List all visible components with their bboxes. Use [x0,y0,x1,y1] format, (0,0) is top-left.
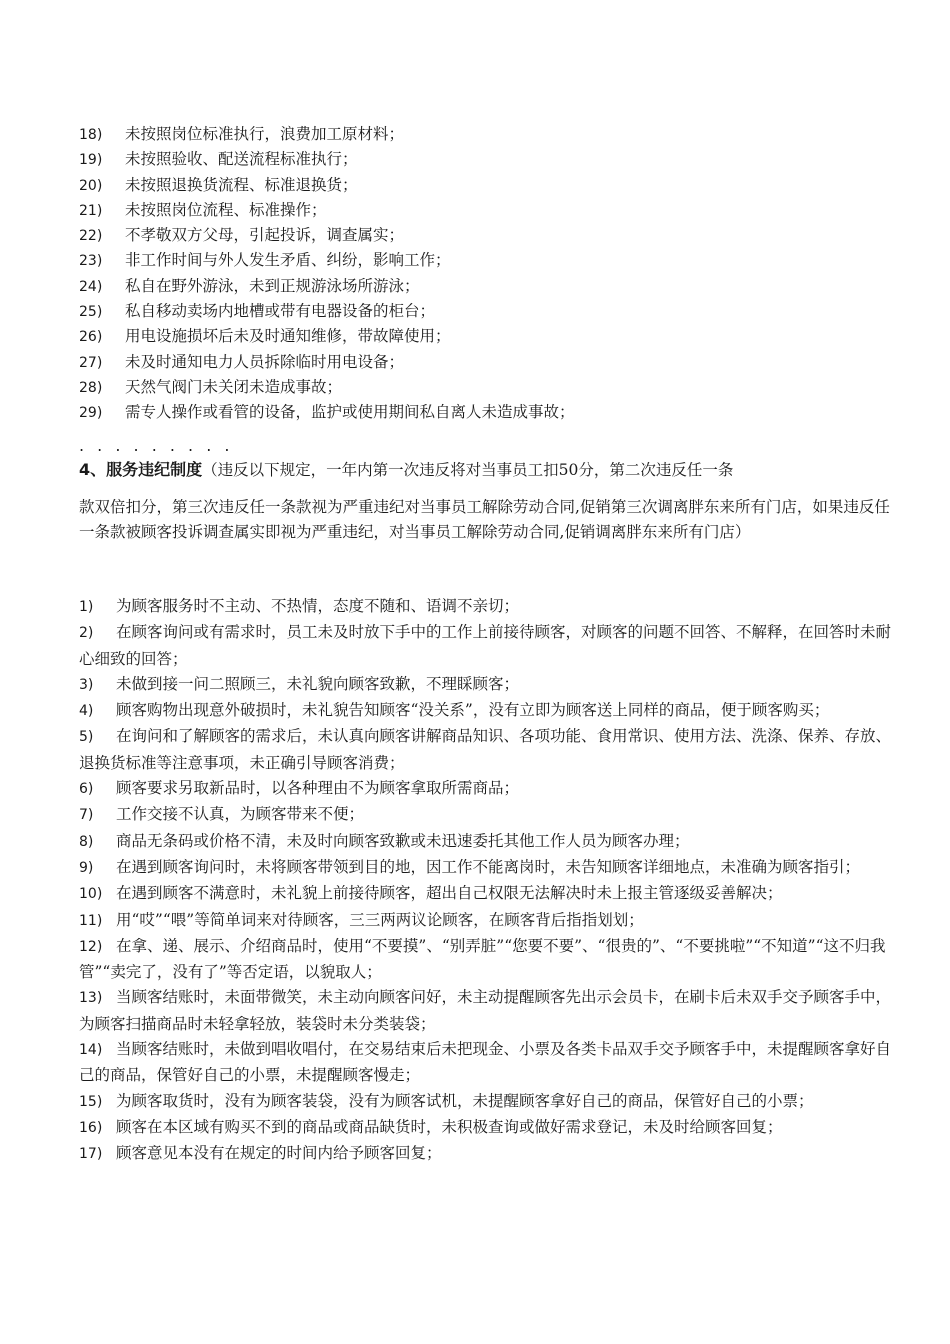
list-item [79,802,899,828]
item-text: 工作交接不认真，为顾客带来不便； [116,805,365,824]
item-number: 8) [79,833,94,850]
item-number: 22) [79,228,103,245]
item-number: 28) [79,379,103,396]
item-number: 26) [79,329,103,346]
item-text: 在顾客询问或有需求时，员工未及时放下手中的工作上前接待顾客，对顾客的问题不回答、不解释，在回答时未耐心细致的回答； [79,623,892,668]
item-text: 为顾客取货时，没有为顾客装袋，没有为顾客试机，未提醒顾客拿好自己的商品，保管好自己的小票； [116,1091,814,1110]
item-text: 未按照岗位流程、标准操作； [125,200,327,219]
item-number: 6) [79,781,94,798]
item-number: 13) [79,990,103,1007]
item-number: 1) [79,599,94,615]
item-number: 5) [79,729,94,746]
item-number: 12) [79,938,103,955]
list-item [79,620,899,672]
item-number: 7) [79,807,94,824]
item-number: 21) [79,202,103,219]
list-item [79,934,899,986]
list-item [79,1141,899,1167]
item-text: 顾客要求另取新品时，以各种理由不为顾客拿取所需商品； [116,779,520,798]
item-text: 在遇到顾客询问时，未将顾客带领到目的地，因工作不能离岗时，未告知顾客详细地点，未准确为顾客指引； [116,857,861,876]
list-item [79,881,899,907]
list-item [79,248,899,273]
item-number: 4) [79,703,94,720]
dot-separator: . . . . . . . . . [79,436,234,455]
item-text: 未及时通知电力人员拆除临时用电设备； [125,352,405,371]
list-item [79,829,899,855]
list-item [79,223,899,248]
item-text: 在拿、递、展示、介绍商品时，使用“不要摸”、“别弄脏”“您要不要”、“很贵的”、“不要挑啦”“不知道”“这不归我管”“卖完了，没有了”等否定语，以貌取人； [79,936,886,982]
list-item [79,1089,899,1115]
item-text: 未做到接一问二照顾三，未礼貌向顾客致歉，不理睬顾客； [116,674,520,693]
list-item [79,724,899,776]
section-description: 款双倍扣分，第三次违反任一条款视为严重违纪对当事员工解除劳动合同,促销第三次调离胖东来所有门店，如果违反任一条款被顾客投诉调查属实即视为严重违纪，对当事员工解除劳动合同,促销调离胖东来所有门店） [79,498,890,541]
item-number: 15) [79,1093,103,1110]
section-service-discipline [79,455,899,545]
item-text: 商品无条码或价格不清，未及时向顾客致歉或未迅速委托其他工作人员为顾客办理； [116,831,690,850]
item-text: 为顾客服务时不主动、不热情，态度不随和、语调不亲切； [116,597,520,615]
list-item [79,324,899,349]
list-item [79,594,899,620]
item-text: 在遇到顾客不满意时，未礼貌上前接待顾客，超出自己权限无法解决时未上报主管逐级妥善解决； [116,884,783,903]
item-text: 在询问和了解顾客的需求后，未认真向顾客讲解商品知识、各项功能、食用常识、使用方法、洗涤、保养、存放、退换货标准等注意事项，未正确引导顾客消费； [79,727,892,772]
list-item [79,698,899,724]
item-text: 非工作时间与外人发生矛盾、纠纷，影响工作； [125,251,451,270]
item-text: 需专人操作或看管的设备，监护或使用期间私自离人未造成事故； [125,403,575,422]
item-number: 2) [79,625,94,642]
section-title: 4、服务违纪制度 [79,460,203,479]
section-intro: （违反以下规定，一年内第一次违反将对当事员工扣50分，第二次违反任一条 [202,461,734,479]
list-item [79,985,899,1037]
item-text: 天然气阀门未关闭未造成事故； [125,377,343,396]
item-text: 私自移动卖场内地槽或带有电器设备的柜台； [125,302,436,321]
item-text: 当顾客结账时，未面带微笑，未主动向顾客问好，未主动提醒顾客先出示会员卡，在刷卡后未双手交予顾客手中，为顾客扫描商品时未轻拿轻放，装袋时未分类装袋； [79,988,892,1033]
item-text: 不孝敬双方父母，引起投诉，调查属实； [125,226,405,245]
item-text: 未按照退换货流程、标准退换货； [125,175,358,194]
list-item [79,855,899,881]
item-text: 用电设施损坏后未及时通知维修，带故障使用； [125,327,451,346]
list-item [79,672,899,698]
list-item [79,1115,899,1141]
item-text: 当顾客结账时，未做到唱收唱付，在交易结束后未把现金、小票及各类卡品双手交予顾客手中，未提醒顾客拿好自己的商品，保管好自己的小票，未提醒顾客慢走； [79,1040,892,1085]
list-item [79,299,899,324]
item-number: 27) [79,354,103,371]
item-number: 3) [79,676,94,693]
list-item [79,776,899,802]
item-number: 10) [79,886,103,903]
item-text: 未按照岗位标准执行，浪费加工原材料； [125,125,405,143]
item-number: 23) [79,253,103,270]
list-item [79,375,899,400]
service-violation-list [79,594,899,1168]
list-item [79,122,899,147]
list-item [79,274,899,299]
item-text: 未按照验收、配送流程标准执行； [125,150,358,169]
item-text: 私自在野外游泳，未到正规游泳场所游泳； [125,276,420,295]
list-item [79,147,899,172]
list-item [79,908,899,934]
list-item [79,198,899,223]
item-text: 顾客意见本没有在规定的时间内给予顾客回复； [116,1144,442,1163]
item-number: 14) [79,1042,103,1059]
list-item [79,400,899,425]
item-number: 18) [79,127,103,143]
item-text: 用“哎”“喂”等简单词来对待顾客，三三两两议论顾客，在顾客背后指指划划； [116,910,644,929]
item-number: 17) [79,1146,103,1163]
list-item [79,1037,899,1089]
item-number: 9) [79,859,94,876]
item-number: 29) [79,405,103,422]
item-text: 顾客在本区域有购买不到的商品或商品缺货时，未积极查询或做好需求登记，未及时给顾客回复； [116,1117,783,1136]
section-heading [79,455,899,485]
item-number: 20) [79,177,103,194]
item-number: 16) [79,1119,103,1136]
list-item [79,350,899,375]
list-item [79,173,899,198]
item-number: 11) [79,912,103,929]
item-number: 19) [79,152,103,169]
item-number: 24) [79,278,103,295]
item-number: 25) [79,304,103,321]
item-text: 顾客购物出现意外破损时，未礼貌告知顾客“没关系”，没有立即为顾客送上同样的商品，便于顾客购买； [116,701,830,720]
violation-list-part-3 [79,122,899,426]
